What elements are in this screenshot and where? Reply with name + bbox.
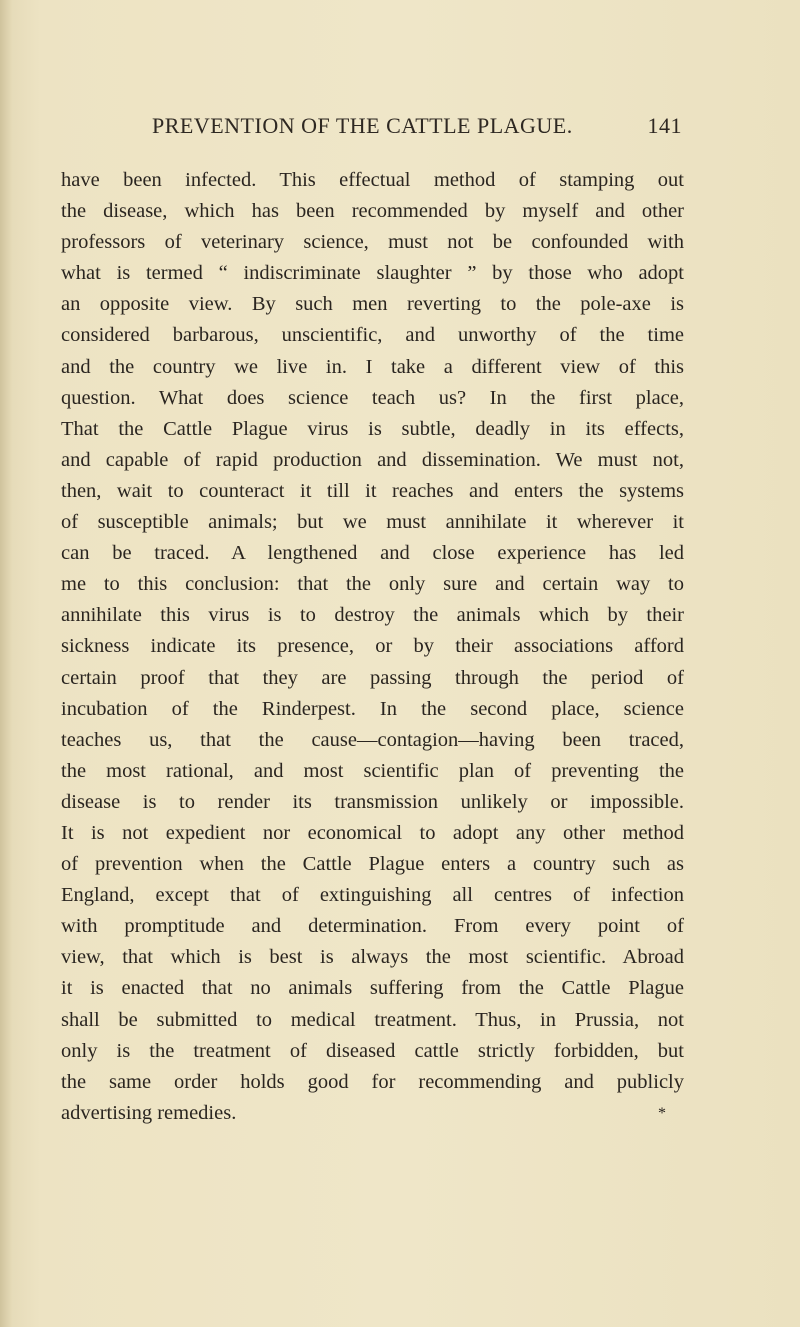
text-line: with promptitude and determination. From every point of — [61, 915, 684, 938]
text-line: and capable of rapid production and dissemination. We must not, — [61, 448, 684, 471]
running-header — [152, 113, 682, 143]
text-line: only is the treatment of diseased cattle strictly forbidden, but — [61, 1039, 684, 1062]
text-line: an opposite view. By such men reverting to the pole-axe is — [61, 293, 684, 316]
text-line: have been infected. This effectual method of stamping out — [61, 169, 684, 191]
text-line: of susceptible animals; but we must annihilate it wherever it — [61, 511, 684, 534]
text-line: sickness indicate its presence, or by their associations afford — [61, 635, 684, 658]
text-line: disease is to render its transmission unlikely or impossible. — [61, 790, 684, 813]
text-line: advertising remedies. — [61, 1101, 237, 1124]
text-line: the same order holds good for recommending and publicly — [61, 1070, 684, 1093]
text-line: annihilate this virus is to destroy the animals which by their — [61, 604, 684, 627]
binding-edge — [0, 0, 12, 1327]
body-text — [61, 165, 684, 1129]
text-line: of prevention when the Cattle Plague enters a country such as — [61, 853, 684, 876]
text-line: shall be submitted to medical treatment. Thus, in Prussia, not — [61, 1008, 684, 1031]
text-line: professors of veterinary science, must not be confounded with — [61, 231, 684, 254]
text-line: me to this conclusion: that the only sure and certain way to — [61, 573, 684, 596]
text-line: the most rational, and most scientific plan of preventing the — [61, 759, 684, 782]
text-line: view, that which is best is always the most scientific. Abroad — [61, 946, 684, 969]
text-line: England, except that of extinguishing all centres of infection — [61, 884, 684, 907]
text-line: That the Cattle Plague virus is subtle, deadly in its effects, — [61, 417, 684, 440]
text-line: it is enacted that no animals suffering from the Cattle Plague — [61, 977, 684, 1000]
text-line: teaches us, that the cause—contagion—having been traced, — [61, 728, 684, 751]
text-line: certain proof that they are passing through the period of — [61, 666, 684, 689]
footnote-mark: * — [658, 1104, 666, 1122]
page-number: 141 — [647, 113, 682, 138]
text-line: can be traced. A lengthened and close experience has led — [61, 542, 684, 565]
text-line: considered barbarous, unscientific, and unworthy of the time — [61, 324, 684, 347]
text-line: the disease, which has been recommended by myself and other — [61, 200, 684, 223]
text-line: then, wait to counteract it till it reaches and enters the systems — [61, 479, 684, 502]
last-text-line — [61, 1098, 684, 1129]
text-line: incubation of the Rinderpest. In the second place, science — [61, 697, 684, 720]
text-line: what is termed “ indiscriminate slaughter ” by those who adopt — [61, 262, 684, 285]
text-line: and the country we live in. I take a different view of this — [61, 355, 684, 378]
running-title: PREVENTION OF THE CATTLE PLAGUE. — [152, 113, 573, 138]
text-line: question. What does science teach us? In the first place, — [61, 386, 684, 409]
text-line: It is not expedient nor economical to adopt any other method — [61, 821, 684, 844]
